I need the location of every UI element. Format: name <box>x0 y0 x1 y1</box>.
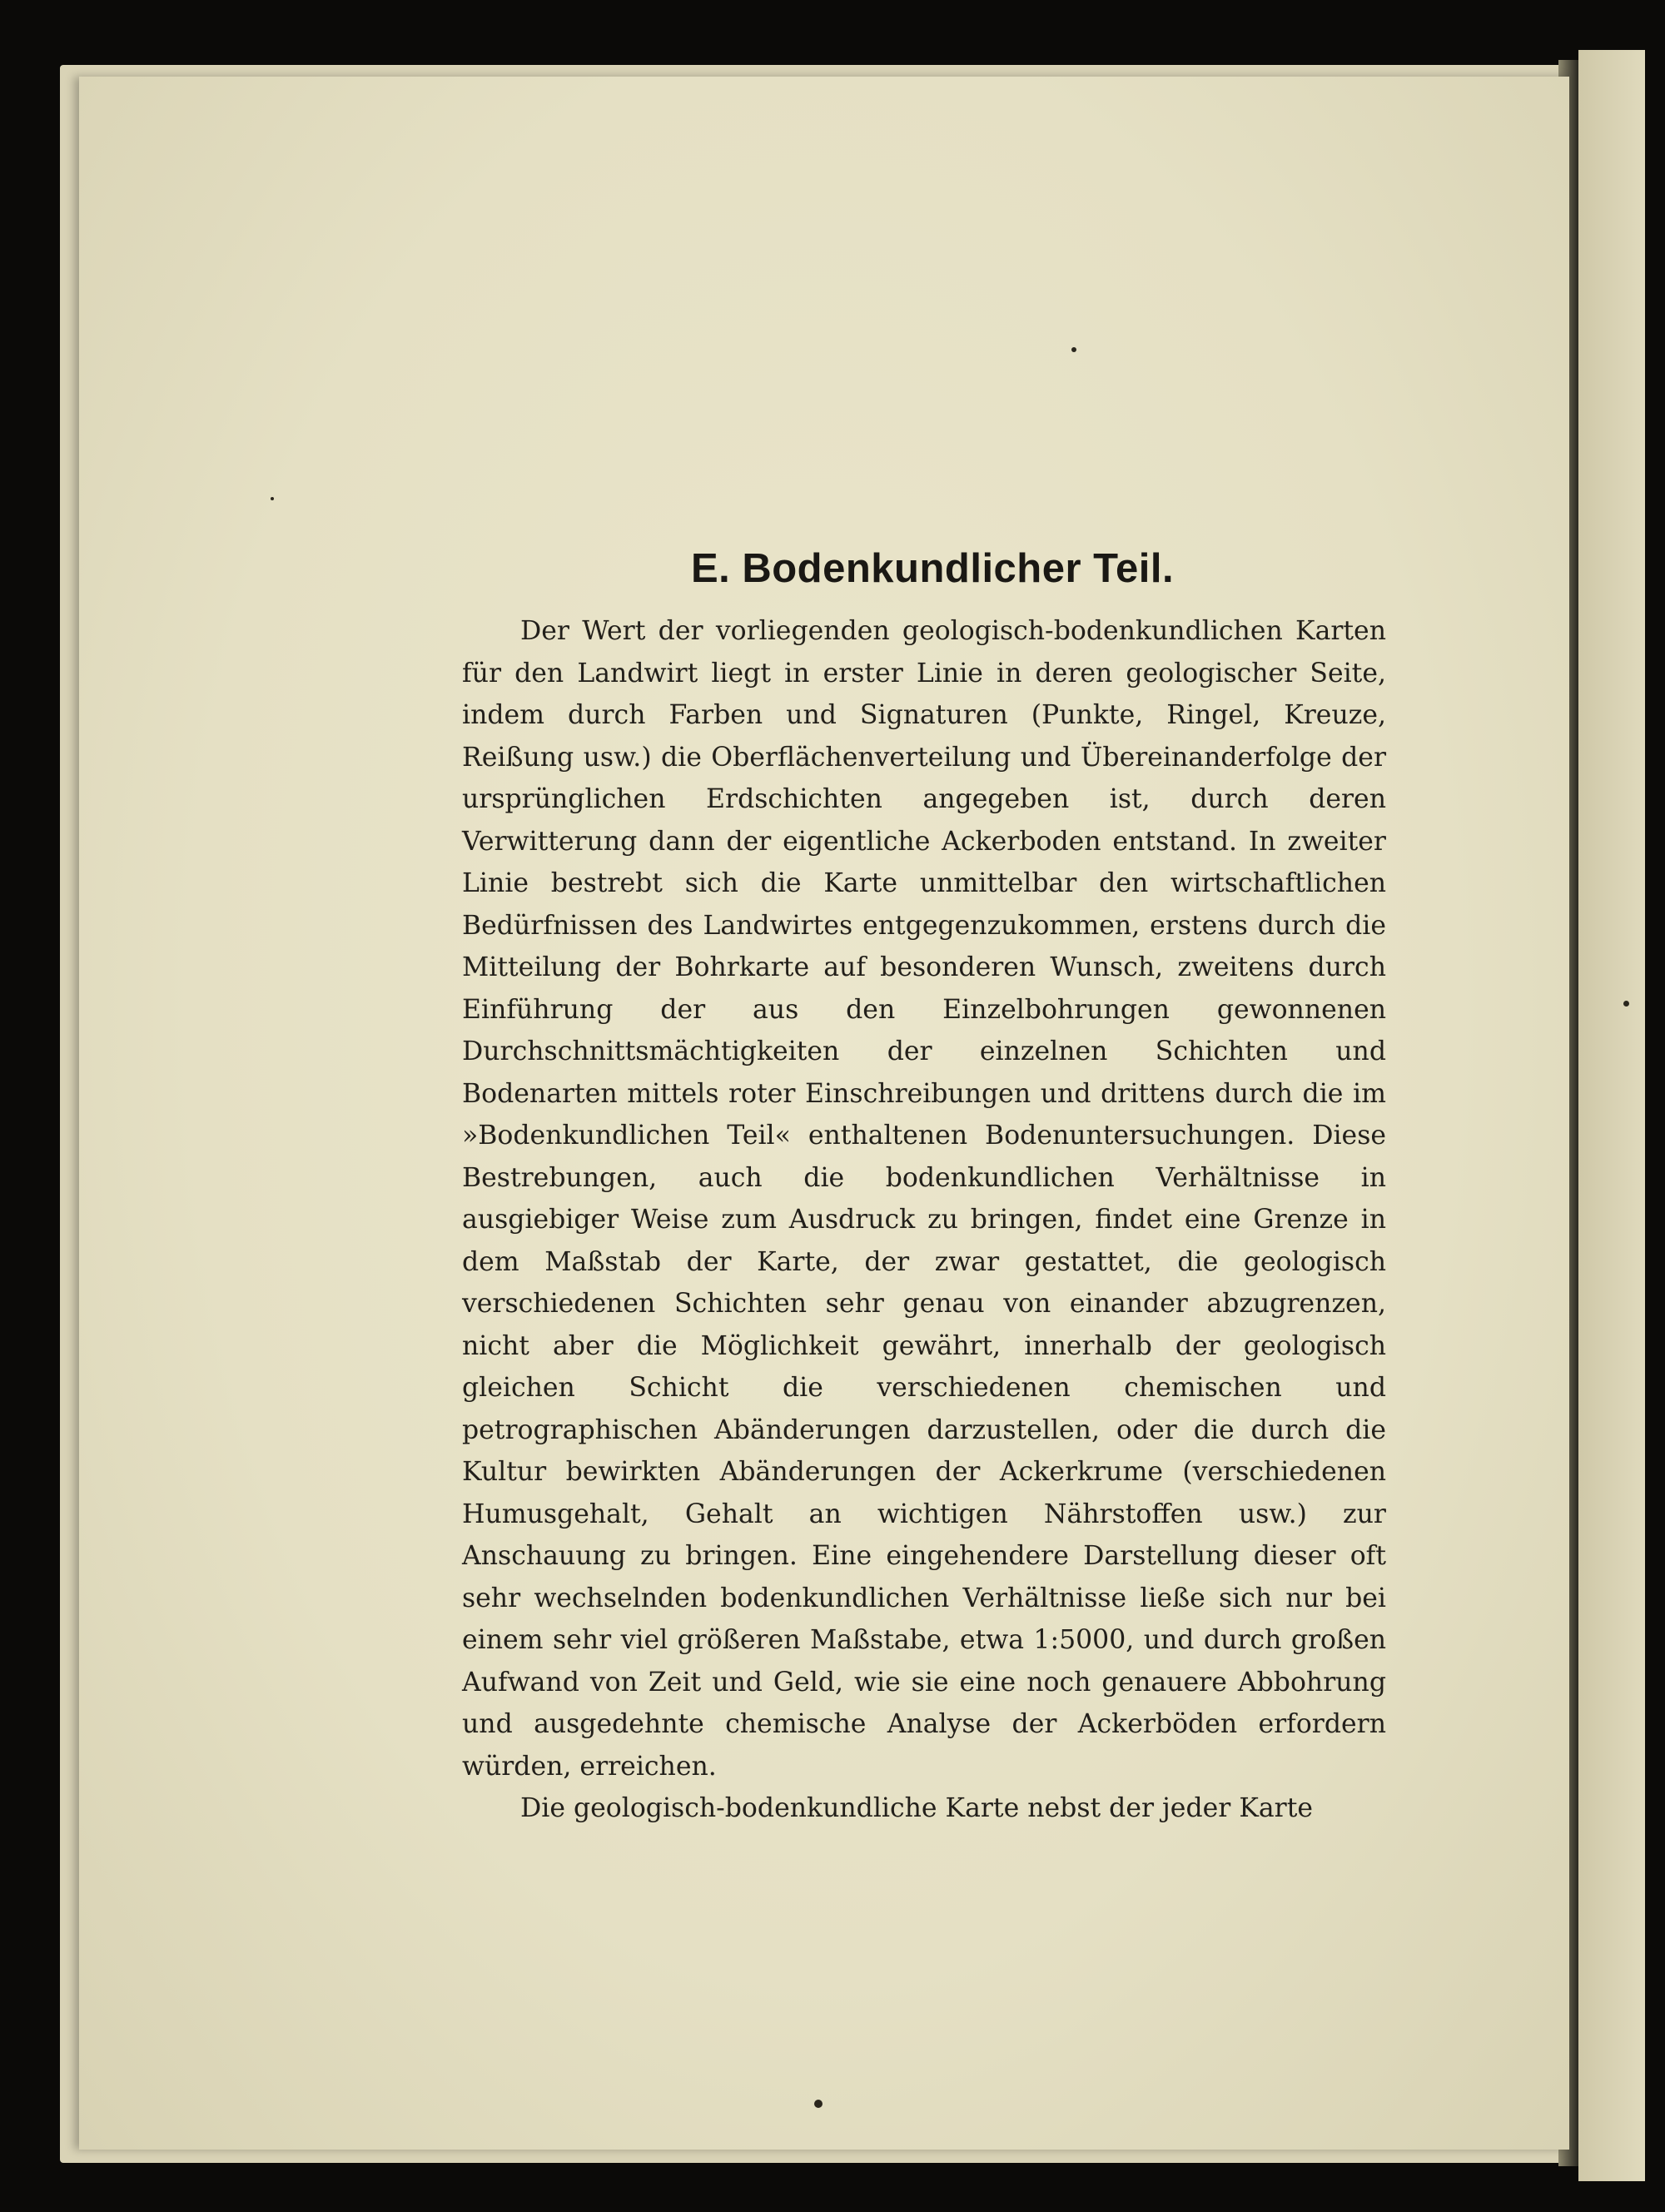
page-content <box>462 545 1386 1830</box>
paper-speck <box>814 2100 823 2108</box>
paper-speck <box>271 497 274 500</box>
body-paragraph: Die geologisch-bodenkundliche Karte nebst der jeder Karte <box>520 1793 1313 1823</box>
body-paragraph: Der Wert der vorliegenden geologisch-bodenkundlichen Karten für den Landwirt liegt in erster Linie in deren geologischer Seite, indem durch Farben und Signaturen (Punkte, Ringel, Kreuze, Reißung usw.) die Oberflächenverteilung und Übereinanderfolge der ursprünglichen Erdschichten angegeben ist, durch deren Verwitterung dann der eigentliche Ackerboden entstand. In zweiter Linie bestrebt sich die Karte unmittelbar den wirtschaftlichen Bedürfnissen des Landwirtes entgegenzukommen, erstens durch die Mitteilung der Bohrkarte auf besonderen Wunsch, zweitens durch Einführung der aus den Einzelbohrungen gewonnenen Durchschnittsmächtigkeiten der einzelnen Schichten und Bodenarten mittels roter Einschreibungen und drittens durch die im »Bodenkundlichen Teil« enthaltenen Bodenuntersuchungen. Diese Bestrebungen, auch die bodenkundlichen Verhältnisse in ausgiebiger Weise zum Ausdruck zu bringen, findet eine Grenze in dem Maßstab der Karte, der zwar gestattet, die geologisch verschiedenen Schichten sehr genau von einander abzugrenzen, nicht aber die Möglichkeit gewährt, innerhalb der geologisch gleichen Schicht die verschiedenen chemischen und petrographischen Abänderungen darzustellen, oder die durch die Kultur bewirkten Abänderungen der Ackerkrume (verschiedenen Humusgehalt, Gehalt an wichtigen Nährstoffen usw.) zur Anschauung zu bringen. Eine eingehendere Darstellung dieser oft sehr wechselnden bodenkundlichen Verhältnisse ließe sich nur bei einem sehr viel größeren Maßstabe, etwa 1:5000, und durch großen Aufwand von Zeit und Geld, wie sie eine noch genauere Abbohrung und ausgedehnte chemische Analyse der Ackerböden erfordern würden, erreichen. <box>462 616 1386 1782</box>
paper-speck <box>1623 1001 1629 1007</box>
paper-speck <box>1071 347 1076 352</box>
section-heading: E. Bodenkundlicher Teil. <box>690 546 1175 591</box>
facing-page-edge <box>1578 50 1645 2181</box>
